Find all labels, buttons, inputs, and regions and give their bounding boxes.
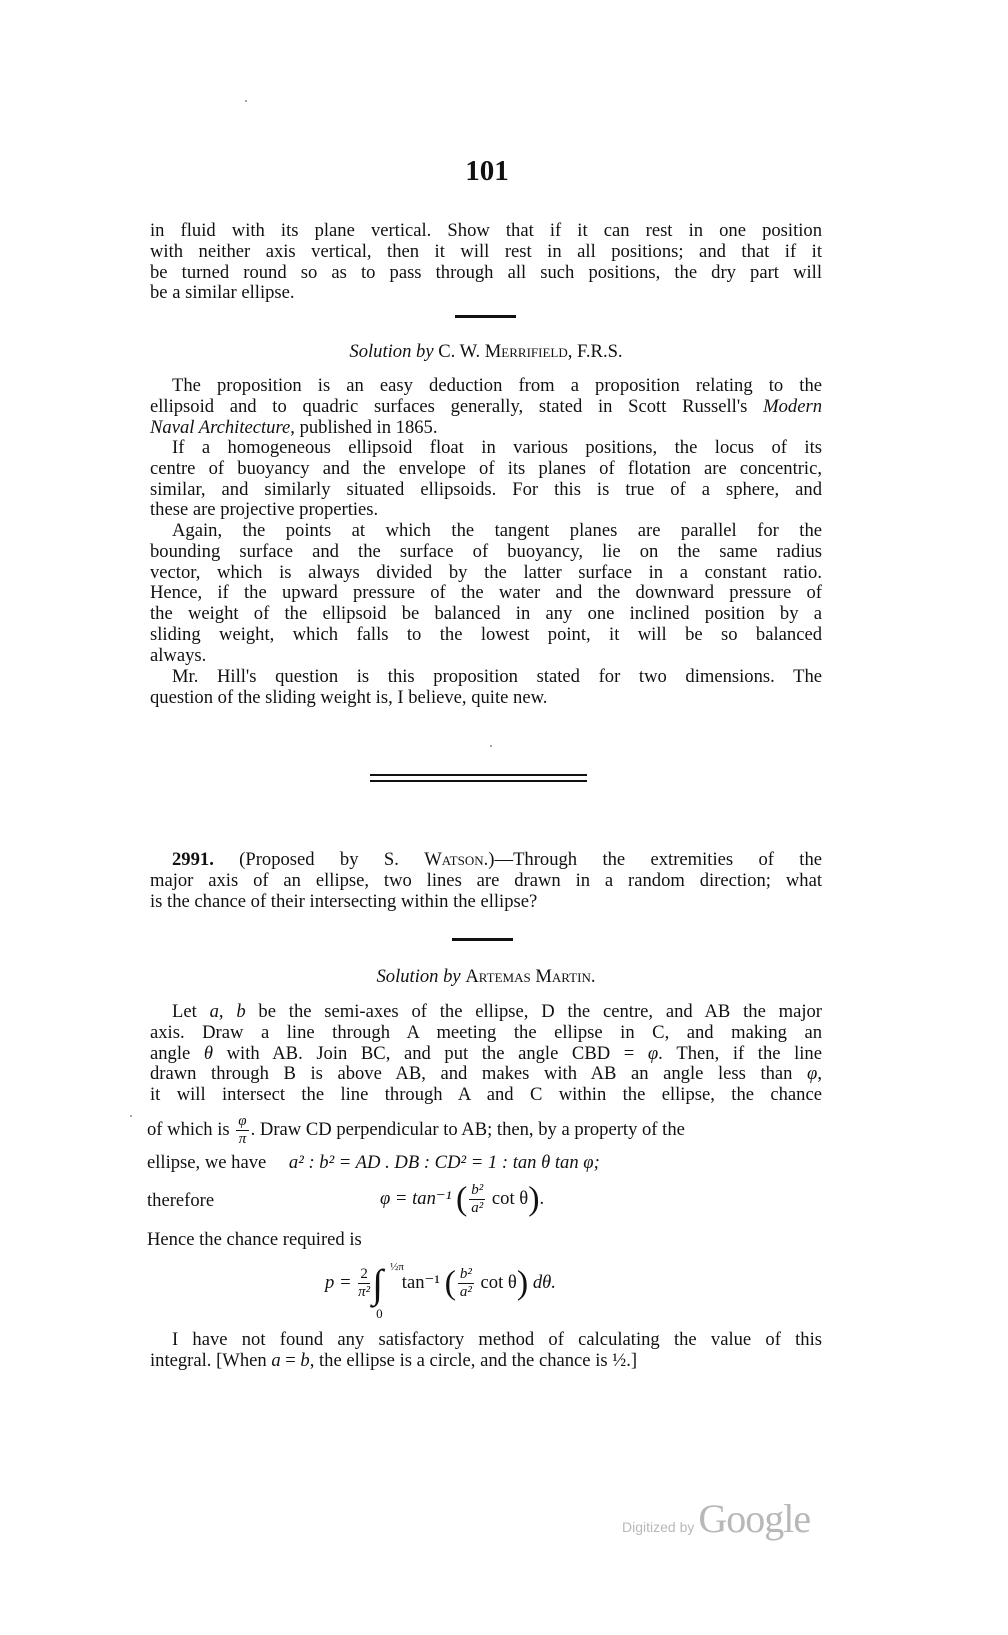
text-line xyxy=(150,966,822,987)
text-line: I have not found any satisfactory method of calculating the value of this xyxy=(172,1329,822,1350)
text-line: always. xyxy=(150,644,207,666)
text-line xyxy=(150,1043,822,1064)
text-segment: be the semi-axes of the ellipse, D the centre, and AB the major xyxy=(245,1001,822,1022)
text-line: it will intersect the line through A and C within the ellipse, the chance xyxy=(150,1084,822,1106)
text-line: Hence the chance required is xyxy=(147,1229,362,1250)
text-line: be turned round so as to pass through all such positions, the dry part will xyxy=(150,261,822,283)
page-number: 101 xyxy=(465,155,509,187)
tan-inverse: tan⁻¹ xyxy=(401,1271,440,1293)
text-segment: Artemas Martin. xyxy=(465,966,596,987)
denominator: a² xyxy=(471,1200,484,1216)
text-line: The proposition is an easy deduction from a proposition relating to the xyxy=(172,375,822,396)
text-line: be a similar ellipse. xyxy=(150,282,295,304)
text-line xyxy=(147,1113,822,1148)
text-line xyxy=(150,396,822,417)
text-segment: Watson xyxy=(424,849,484,870)
equation-line xyxy=(147,1152,600,1173)
differential: dθ. xyxy=(532,1271,556,1293)
text-line: the weight of the ellipsoid be balanced in any one inclined position by a xyxy=(150,603,822,625)
text-line: Mr. Hill's question is this proposition stated for two dimensions. The xyxy=(172,666,822,687)
text-segment: θ xyxy=(203,1042,214,1064)
text-segment: Modern xyxy=(763,395,822,417)
text-segment: angle xyxy=(150,1042,204,1064)
text-segment: = xyxy=(280,1349,301,1371)
text-line: centre of buoyancy and the envelope of its planes of flotation are concentric, xyxy=(150,457,822,479)
text-segment: Let xyxy=(172,1001,210,1022)
text-segment: 2991. xyxy=(172,849,214,870)
text-line: question of the sliding weight is, I believe, quite new. xyxy=(150,686,548,708)
text-line: in fluid with its plane vertical. Show that if it can rest in one position xyxy=(150,220,822,241)
lower-limit: 0 xyxy=(376,1306,383,1321)
scan-speck xyxy=(245,100,247,102)
digitized-by-google-watermark xyxy=(622,1495,810,1542)
section-divider xyxy=(452,938,513,941)
text: . Draw CD perpendicular to AB; then, by a property of the xyxy=(250,1118,685,1140)
text-segment: Naval Architecture xyxy=(150,416,291,438)
text-segment: b xyxy=(300,1349,310,1371)
text-line: major axis of an ellipse, two lines are drawn in a random direction; what xyxy=(150,869,822,891)
text-line xyxy=(150,341,822,362)
text-line xyxy=(172,849,822,870)
text-segment: drawn through B is above AB, and makes with AB an angle less than xyxy=(150,1063,808,1085)
text-line: vector, which is always divided by the latter surface in a constant ratio. xyxy=(150,561,822,583)
denominator: a² xyxy=(459,1284,472,1300)
text-line: If a homogeneous ellipsoid float in various positions, the locus of its xyxy=(172,437,822,458)
denominator: π xyxy=(238,1131,247,1147)
text-segment: a xyxy=(209,1001,219,1022)
cot-theta: cot θ xyxy=(491,1187,529,1209)
text-segment: φ xyxy=(807,1063,818,1085)
upper-limit: ½π xyxy=(390,1261,404,1273)
text-segment: φ xyxy=(647,1042,659,1064)
text: therefore xyxy=(147,1190,215,1211)
numerator: φ xyxy=(238,1113,247,1129)
text-segment: Solution by xyxy=(349,341,439,362)
text-line: Hence, if the upward pressure of the water and the downward pressure of xyxy=(150,582,822,604)
scan-speck xyxy=(130,1115,132,1117)
text-segment: b xyxy=(236,1001,246,1022)
text-line: sliding weight, which falls to the lowest point, it will be so balanced xyxy=(150,624,822,645)
text-segment: Solution by xyxy=(376,966,466,987)
fraction-phi-over-pi xyxy=(236,1113,248,1148)
text-line xyxy=(172,1001,822,1022)
text-line: bounding surface and the surface of buoyancy, lie on the same radius xyxy=(150,540,822,562)
text-segment: (Proposed by S. xyxy=(213,849,425,870)
lhs: p = xyxy=(325,1271,352,1293)
text-line xyxy=(150,1063,822,1084)
text-line: Again, the points at which the tangent planes are parallel for the xyxy=(172,520,822,541)
text-segment: , xyxy=(817,1063,822,1085)
cot-theta: cot θ xyxy=(480,1271,517,1293)
text-line: similar, and similarly situated ellipsoids. For this is true of a sphere, and xyxy=(150,478,822,500)
phi-equation: φ = tan⁻¹ ( $\frac{\text{b²}}{\text{a²}}$ cot θ). xyxy=(380,1180,545,1218)
denominator: π² xyxy=(358,1284,371,1300)
text-segment: with AB. Join BC, and put the angle CBD = xyxy=(213,1042,648,1064)
text-line xyxy=(150,417,822,438)
equation-line xyxy=(147,1180,847,1218)
text-segment: ellipsoid and to quadric surfaces generally, stated in Scott Russell's xyxy=(150,395,764,417)
text-line: is the chance of their intersecting within the ellipse? xyxy=(150,890,538,912)
text-segment: a xyxy=(271,1349,281,1371)
watermark-logo: Google xyxy=(698,1496,811,1541)
text-segment: , published in 1865. xyxy=(290,416,438,438)
text-line: these are projective properties. xyxy=(150,499,379,521)
text-segment: , xyxy=(218,1001,237,1022)
watermark-prefix: Digitized by xyxy=(622,1519,695,1535)
text-segment: integral. [When xyxy=(150,1349,272,1371)
text-line: axis. Draw a line through A meeting the ellipse in C, and making an xyxy=(150,1021,822,1043)
double-rule-bottom xyxy=(370,780,587,782)
scan-speck xyxy=(490,745,492,747)
text-segment: , the ellipse is a circle, and the chance is ½.] xyxy=(309,1349,638,1371)
lhs: φ = tan⁻¹ xyxy=(380,1187,452,1209)
integral-sign: ∫ ½π 0 xyxy=(372,1261,383,1306)
integral-equation: p = $\frac{2}{\text{π²}}$ ∫ ½π 0 tan⁻¹ ( $\frac{\text{b²}}{\text{a²}}$ cot θ) dθ. xyxy=(325,1266,556,1301)
text: of which is xyxy=(147,1118,230,1140)
ratio-equation: a² : b² = AD . DB : CD² = 1 : tan θ tan φ; xyxy=(288,1152,600,1173)
numerator: 2 xyxy=(360,1266,368,1282)
text-segment: . Then, if the line xyxy=(658,1042,822,1064)
text-line xyxy=(150,1350,822,1371)
text-line: with neither axis vertical, then it will rest in all positions; and that if it xyxy=(150,240,822,262)
text-segment: C. W. Merrifield, F.R.S. xyxy=(438,341,623,362)
numerator: b² xyxy=(459,1266,472,1282)
double-rule-top xyxy=(370,774,587,776)
section-divider xyxy=(455,315,516,318)
numerator: b² xyxy=(471,1182,484,1198)
text-segment: .)—Through the extremities of the xyxy=(483,849,822,870)
text: ellipse, we have xyxy=(147,1152,267,1173)
